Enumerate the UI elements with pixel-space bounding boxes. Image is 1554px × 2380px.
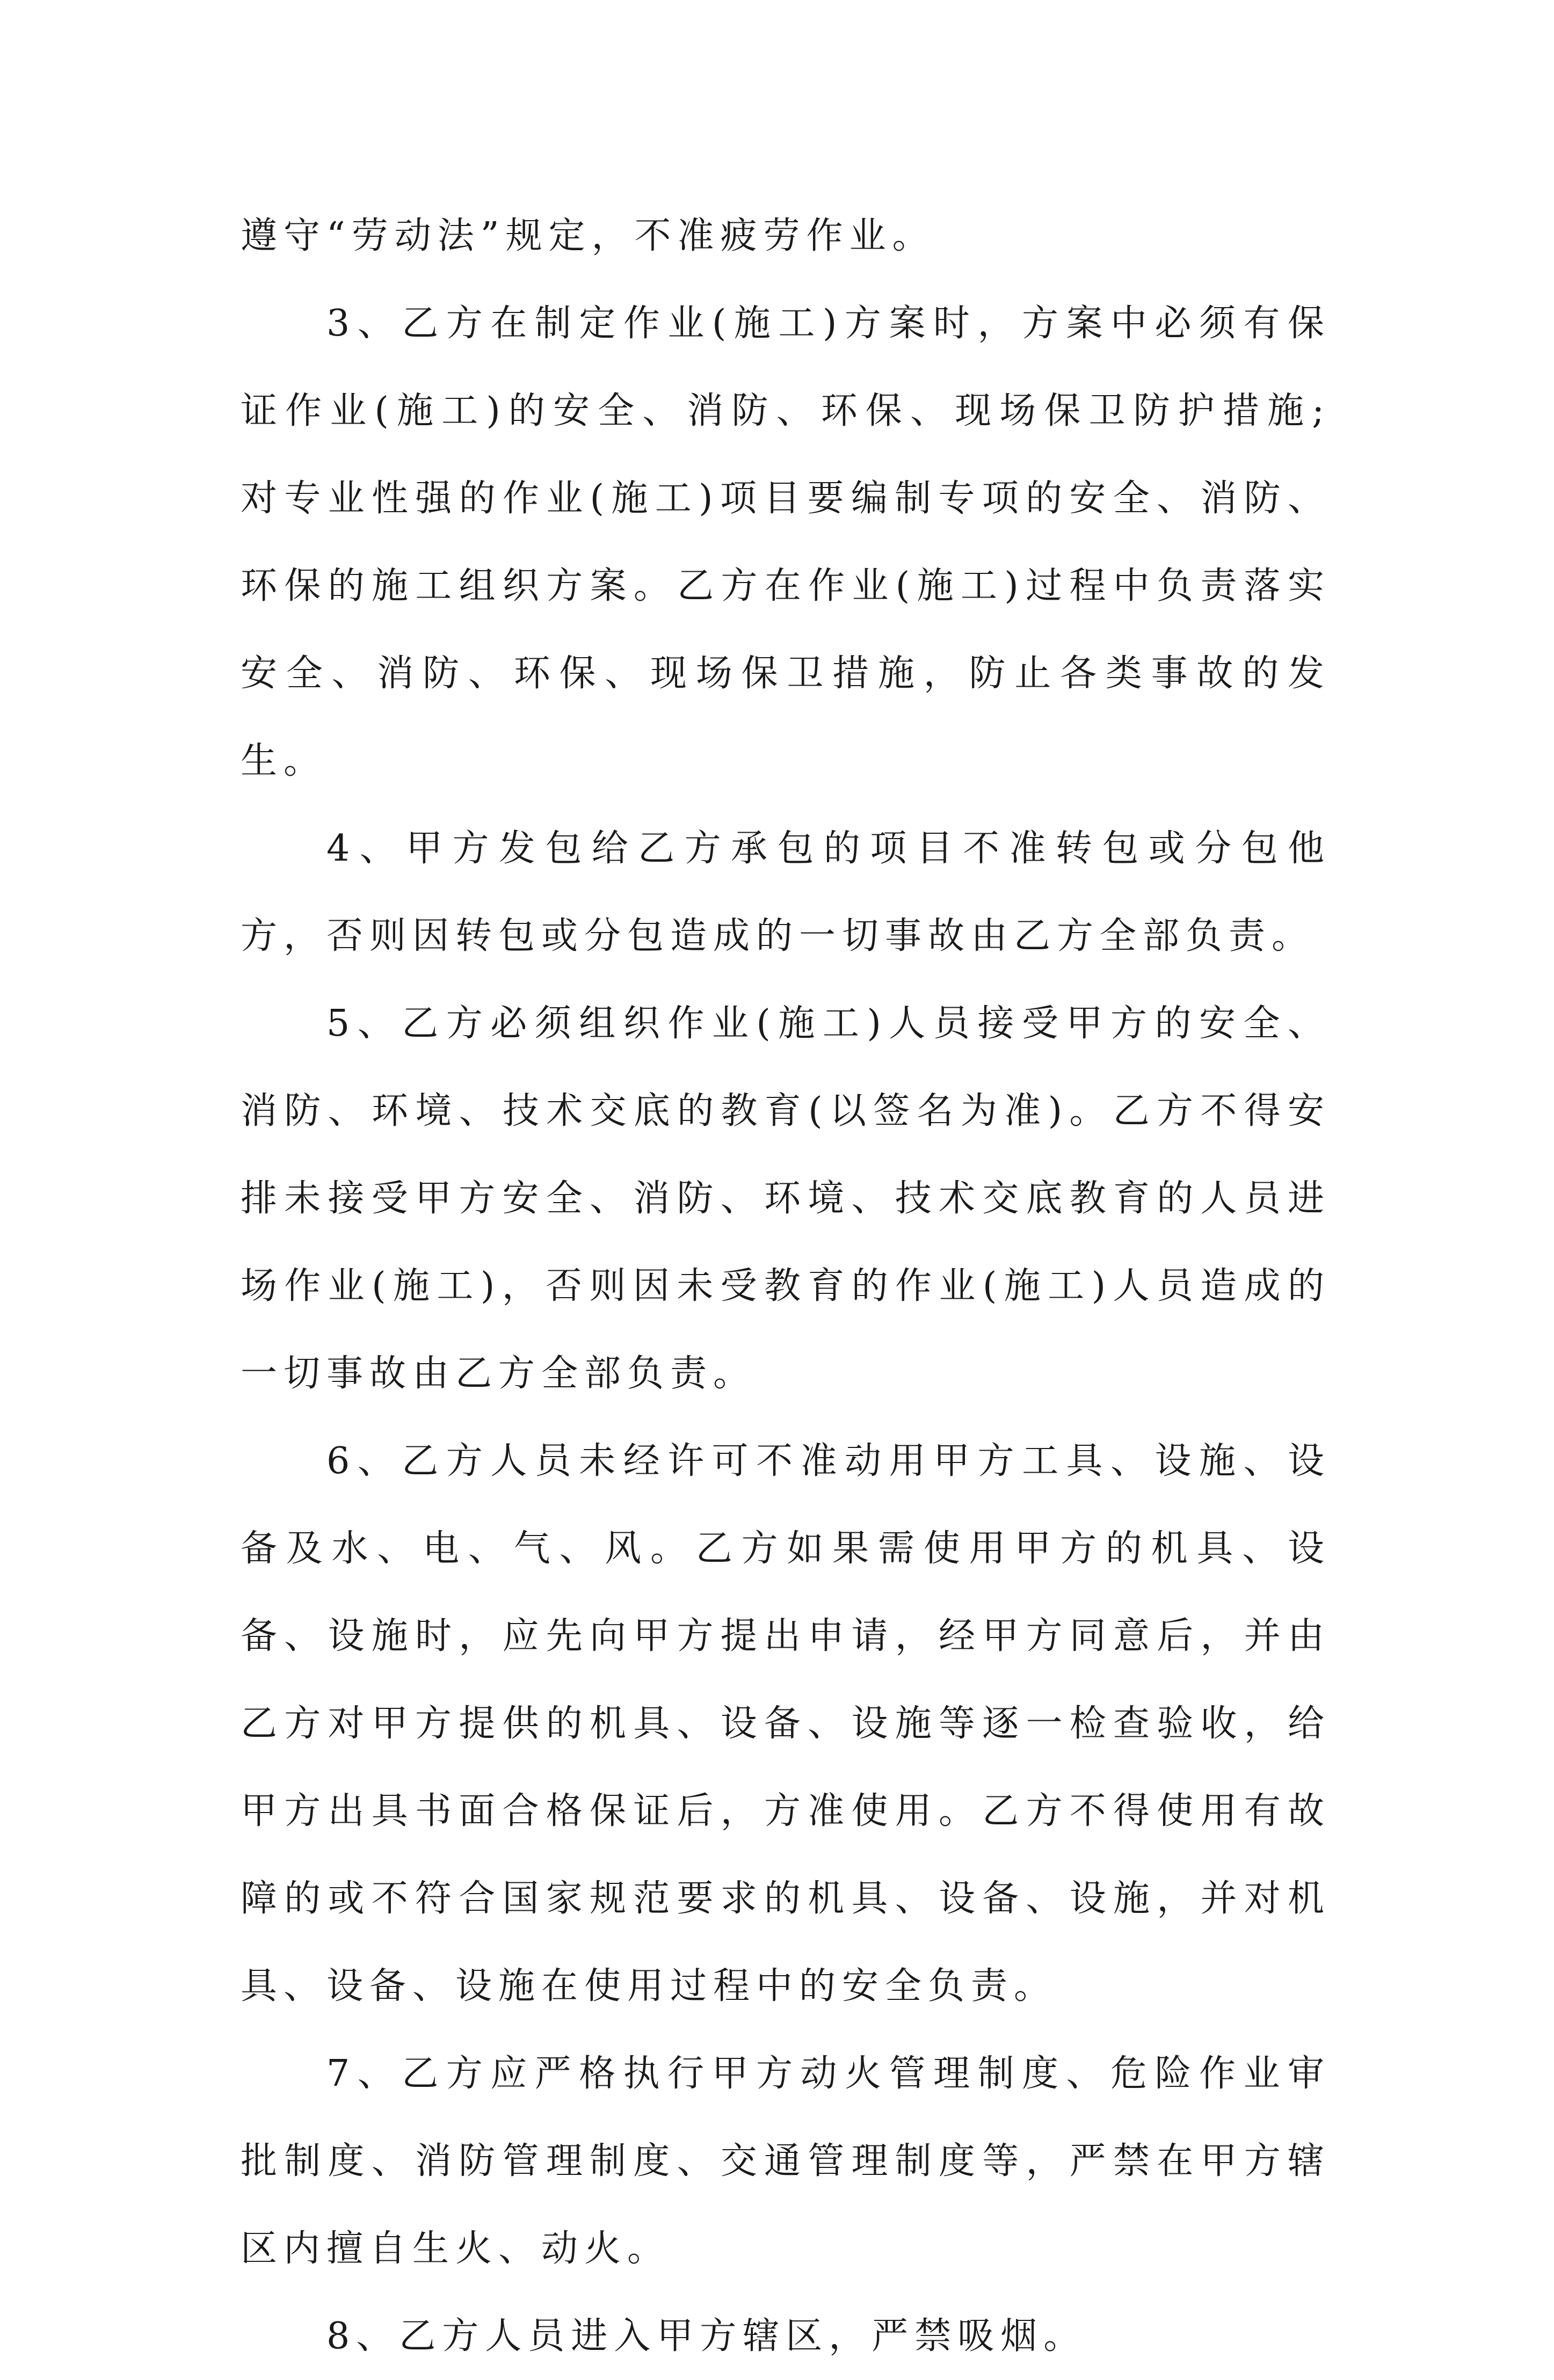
paragraph-continuation: 遵守“劳动法”规定，不准疲劳作业。	[241, 215, 935, 257]
clause-7: 7、乙方应严格执行甲方动火管理制度、危险作业审批制度、消防管理制度、交通管理制度等，严禁在甲方辖区内擅自生火、动火。	[241, 2053, 1331, 2270]
clause-6: 6、乙方人员未经许可不准动用甲方工具、设施、设备及水、电、气、风。乙方如果需使用甲方的机具、设备、设施时，应先向甲方提出申请，经甲方同意后，并由乙方对甲方提供的机具、设备、设施等逐一检查验收，给甲方出具书面合格保证后，方准使用。乙方不得使用有故障的或不符合国家规范要求的机具、设备、设施，并对机具、设备、设施在使用过程中的安全负责。	[241, 1440, 1331, 2007]
clause-4: 4、甲方发包给乙方承包的项目不准转包或分包他方，否则因转包或分包造成的一切事故由乙方全部负责。	[241, 827, 1331, 957]
clause-8: 8、乙方人员进入甲方辖区，严禁吸烟。	[326, 2315, 1087, 2357]
clause-3: 3、乙方在制定作业(施工)方案时，方案中必须有保证作业(施工)的安全、消防、环保、现场保卫防护措施;对专业性强的作业(施工)项目要编制专项的安全、消防、环保的施工组织方案。乙方在作业(施工)过程中负责落实安全、消防、环保、现场保卫措施，防止各类事故的发生。	[241, 302, 1331, 782]
document-body	[241, 192, 1331, 2380]
clause-5: 5、乙方必须组织作业(施工)人员接受甲方的安全、消防、环境、技术交底的教育(以签名为准)。乙方不得安排未接受甲方安全、消防、环境、技术交底教育的人员进场作业(施工)，否则因未受教育的作业(施工)人员造成的一切事故由乙方全部负责。	[241, 1002, 1331, 1395]
